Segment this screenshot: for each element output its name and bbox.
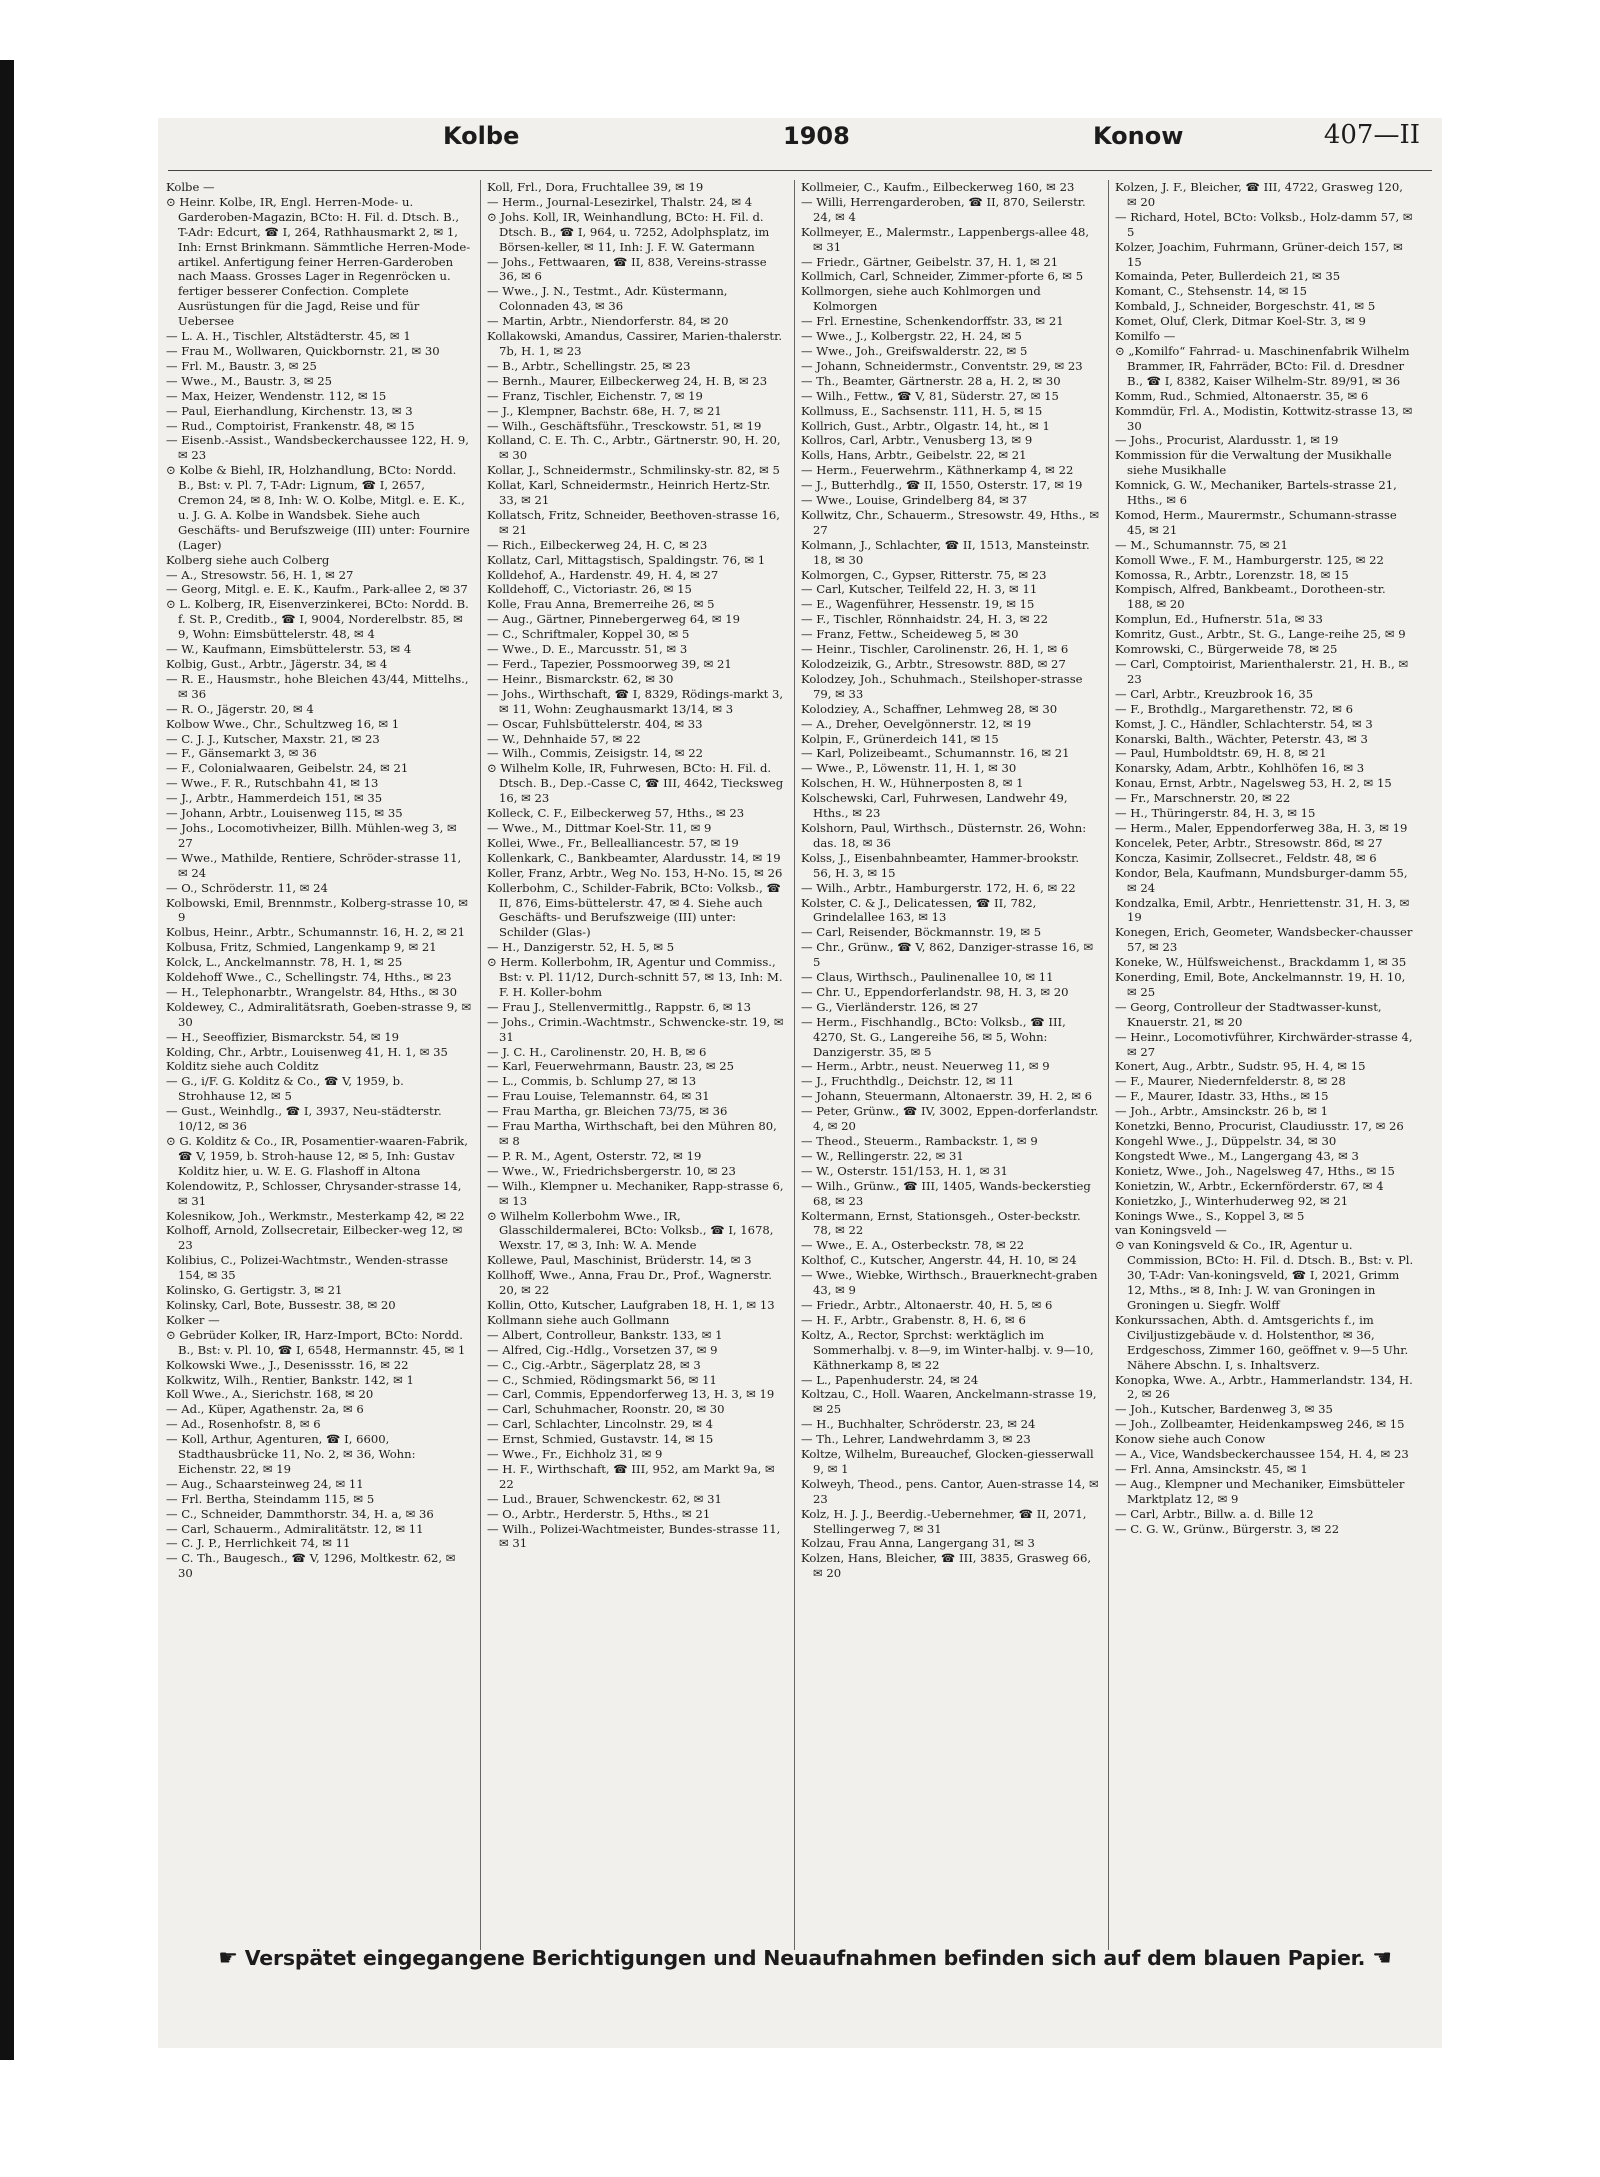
directory-entry: ⊙ Gebrüder Kolker, IR, Harz-Import, BCto: Nordd. B., Bst: v. Pl. 10, ☎ I, 6548, Hermannstr. 45, ✉ 1: [166, 1327, 466, 1357]
directory-entry: — F., Maurer, Niedernfelderstr. 8, ✉ 28: [1115, 1074, 1346, 1089]
directory-entry: Kollatz, Carl, Mittagstisch, Spaldingstr. 76, ✉ 1: [487, 552, 766, 567]
directory-entry: — Koll, Arthur, Agenturen, ☎ I, 6600, Stadthausbrücke 11, No. 2, ✉ 36, Wohn: Eichenstr. 22, ✉ 19: [166, 1432, 416, 1476]
directory-entry: — Karl, Feuerwehrmann, Baustr. 23, ✉ 25: [487, 1059, 735, 1074]
directory-entry: Konietzin, W., Arbtr., Eckernförderstr. 67, ✉ 4: [1115, 1178, 1384, 1193]
directory-entry: — J., Klempner, Bachstr. 68e, H. 7, ✉ 21: [487, 403, 722, 418]
directory-entry: Kommission für die Verwaltung der Musikhalle siehe Musikhalle: [1115, 448, 1392, 478]
directory-entry: ⊙ van Koningsveld & Co., IR, Agentur u. Commission, BCto: H. Fil. d. Dtsch. B., Bst: v. Pl. 30, T-Adr: Van-koningsveld, ☎ I, 2021, Grimm 12, Mths., ✉ 8, Inh: J. W. van Groningen in Groningen u. Siegfr. Wolff: [1115, 1238, 1414, 1312]
directory-entry: Konietz, Wwe., Joh., Nagelsweg 47, Hths., ✉ 15: [1115, 1163, 1395, 1178]
directory-entry: — Frl. M., Baustr. 3, ✉ 25: [166, 358, 317, 373]
directory-entry: Kolibius, C., Polizei-Wachtmstr., Wenden-strasse 154, ✉ 35: [166, 1253, 449, 1283]
directory-entry: — A., Vice, Wandsbeckerchaussee 154, H. 4, ✉ 23: [1115, 1447, 1409, 1462]
directory-entry: Kolster, C. & J., Delicatessen, ☎ II, 782, Grindelallee 163, ✉ 13: [801, 895, 1037, 925]
directory-entry: ⊙ Kolbe & Biehl, IR, Holzhandlung, BCto: Nordd. B., Bst: v. Pl. 7, T-Adr: Lignum, ☎ I, 2657, Cremon 24, ✉ 8, Inh: W. O. Kolbe, Mitgl. e. E. K., u. J. G. A. Kolbe in Wandsbek. Siehe auch Geschäfts- und Berufszweige (III) unter: Fournire (Lager): [166, 463, 470, 552]
header-rule: [168, 170, 1432, 171]
directory-entry: — F., Brothdlg., Margarethenstr. 72, ✉ 6: [1115, 701, 1354, 716]
directory-entry: Kollwitz, Chr., Schauerm., Stresowstr. 49, Hths., ✉ 27: [801, 507, 1100, 537]
pointing-hand-left-icon: ☚: [1372, 1946, 1392, 1971]
directory-entry: Kolkowski Wwe., J., Desenissstr. 16, ✉ 22: [166, 1357, 409, 1372]
directory-entry: — Alfred, Cig.-Hdlg., Vorsetzen 37, ✉ 9: [487, 1342, 718, 1357]
directory-entry: — F., Gänsemarkt 3, ✉ 36: [166, 746, 317, 761]
directory-entry: — Wilh., Commis, Zeisigstr. 14, ✉ 22: [487, 746, 704, 761]
directory-entry: Kolendowitz, P., Schlosser, Chrysander-strasse 14, ✉ 31: [166, 1178, 462, 1208]
directory-entry: — O., Arbtr., Herderstr. 5, Hths., ✉ 21: [487, 1506, 711, 1521]
directory-entry: Kolmann, J., Schlachter, ☎ II, 1513, Mansteinstr. 18, ✉ 30: [801, 537, 1090, 567]
directory-entry: Kolesnikow, Joh., Werkmstr., Mesterkamp 42, ✉ 22: [166, 1208, 465, 1223]
directory-entry: Konarski, Balth., Wächter, Peterstr. 43, ✉ 3: [1115, 731, 1368, 746]
directory-entry: — Chr. U., Eppendorferlandstr. 98, H. 3, ✉ 20: [801, 984, 1069, 999]
directory-entry: Kolschewski, Carl, Fuhrwesen, Landwehr 49, Hths., ✉ 23: [801, 791, 1068, 821]
directory-entry: Kollmuss, E., Sachsenstr. 111, H. 5, ✉ 15: [801, 403, 1043, 418]
directory-entry: Kolodziey, A., Schaffner, Lehmweg 28, ✉ 30: [801, 701, 1058, 716]
directory-entry: — Frau M., Wollwaren, Quickbornstr. 21, ✉ 30: [166, 343, 440, 358]
directory-entry: — H. F., Arbtr., Grabenstr. 8, H. 6, ✉ 6: [801, 1312, 1026, 1327]
directory-entry: — Johs., Locomotivheizer, Billh. Mühlen-weg 3, ✉ 27: [166, 820, 457, 850]
directory-entry: Kolthof, C., Kutscher, Angerstr. 44, H. 10, ✉ 24: [801, 1253, 1077, 1268]
column-4: [1108, 180, 1415, 1950]
directory-entry: — Herm., Journal-Lesezirkel, Thalstr. 24, ✉ 4: [487, 194, 753, 209]
directory-entry: — Ad., Rosenhofstr. 8, ✉ 6: [166, 1417, 321, 1432]
directory-entry: — L. A. H., Tischler, Altstädterstr. 45, ✉ 1: [166, 329, 411, 344]
directory-entry: — J., Arbtr., Hammerdeich 151, ✉ 35: [166, 791, 383, 806]
directory-entry: — Johs., Crimin.-Wachtmstr., Schwencke-str. 19, ✉ 31: [487, 1014, 784, 1044]
directory-entry: Kolzen, Hans, Bleicher, ☎ III, 3835, Grasweg 66, ✉ 20: [801, 1551, 1092, 1581]
directory-entry: Kolker —: [166, 1312, 220, 1327]
directory-entry: — C. G. W., Grünw., Bürgerstr. 3, ✉ 22: [1115, 1521, 1340, 1536]
header-year: 1908: [783, 122, 850, 150]
directory-entry: — Karl, Polizeibeamt., Schumannstr. 16, ✉ 21: [801, 746, 1070, 761]
directory-entry: — Oscar, Fuhlsbüttelerstr. 404, ✉ 33: [487, 716, 703, 731]
directory-entry: ⊙ L. Kolberg, IR, Eisenverzinkerei, BCto: Nordd. B. f. St. P., Creditb., ☎ I, 9004, Norderelbstr. 85, ✉ 9, Wohn: Eimsbüttelerstr. 48, ✉ 4: [166, 597, 469, 642]
directory-entry: Kollmich, Carl, Schneider, Zimmer-pforte 6, ✉ 5: [801, 269, 1084, 284]
directory-entry: Kolhoff, Arnold, Zollsecretair, Eilbecker-weg 12, ✉ 23: [166, 1223, 463, 1253]
directory-entry: — Willi, Herrengarderoben, ☎ II, 870, Seilerstr. 24, ✉ 4: [801, 194, 1086, 224]
directory-entry: — Rud., Comptoirist, Frankenstr. 48, ✉ 15: [166, 418, 415, 433]
directory-entry: Konegen, Erich, Geometer, Wandsbecker-chausser 57, ✉ 23: [1115, 925, 1413, 955]
directory-entry: — Franz, Fettw., Scheideweg 5, ✉ 30: [801, 627, 1019, 642]
directory-entry: — Frau J., Stellenvermittlg., Rappstr. 6, ✉ 13: [487, 999, 751, 1014]
directory-entry: — Wilh., Klempner u. Mechaniker, Rapp-strasse 6, ✉ 13: [487, 1178, 784, 1208]
directory-entry: Komant, C., Stehsenstr. 14, ✉ 15: [1115, 284, 1307, 299]
directory-entry: Kollmeyer, E., Malermstr., Lappenbergs-allee 48, ✉ 31: [801, 224, 1090, 254]
directory-entry: — C. Th., Baugesch., ☎ V, 1296, Moltkestr. 62, ✉ 30: [166, 1551, 456, 1581]
directory-entry: — Wwe., P., Löwenstr. 11, H. 1, ✉ 30: [801, 761, 1017, 776]
directory-entry: — P. R. M., Agent, Osterstr. 72, ✉ 19: [487, 1148, 702, 1163]
directory-entry: — Heinr., Bismarckstr. 62, ✉ 30: [487, 671, 674, 686]
directory-entry: — Ad., Küper, Agathenstr. 2a, ✉ 6: [166, 1402, 364, 1417]
directory-entry: — Ferd., Tapezier, Possmoorweg 39, ✉ 21: [487, 657, 732, 671]
directory-entry: Komet, Oluf, Clerk, Ditmar Koel-Str. 3, ✉ 9: [1115, 314, 1366, 329]
directory-entry: — R. E., Hausmstr., hohe Bleichen 43/44, Mittelhs., ✉ 36: [166, 671, 469, 701]
directory-entry: — Wwe., M., Baustr. 3, ✉ 25: [166, 373, 333, 388]
directory-entry: — Albert, Controlleur, Bankstr. 133, ✉ 1: [487, 1327, 723, 1342]
directory-entry: — H., Telephonarbtr., Wrangelstr. 84, Hths., ✉ 30: [166, 984, 457, 999]
directory-entry: — Fr., Marschnerstr. 20, ✉ 22: [1115, 791, 1291, 806]
directory-entry: Kongstedt Wwe., M., Langergang 43, ✉ 3: [1115, 1148, 1359, 1163]
directory-entry: Kolzer, Joachim, Fuhrmann, Grüner-deich 157, ✉ 15: [1115, 239, 1403, 269]
directory-entry: Kolbow Wwe., Chr., Schultzweg 16, ✉ 1: [166, 716, 400, 731]
directory-entry: — C., Cig.-Arbtr., Sägerplatz 28, ✉ 3: [487, 1357, 701, 1372]
directory-entry: — Carl, Arbtr., Kreuzbrook 16, 35: [1115, 686, 1314, 701]
directory-entry: Kollmann siehe auch Gollmann: [487, 1312, 670, 1327]
directory-entry: — Peter, Grünw., ☎ IV, 3002, Eppen-dorferlandstr. 4, ✉ 20: [801, 1104, 1099, 1134]
directory-entry: — Heinr., Locomotivführer, Kirchwärder-strasse 4, ✉ 27: [1115, 1029, 1413, 1059]
directory-entry: — Frau Louise, Telemannstr. 64, ✉ 31: [487, 1089, 710, 1104]
page-header: [158, 120, 1442, 160]
directory-entry: — C., Schriftmaler, Koppel 30, ✉ 5: [487, 627, 690, 642]
directory-entry: — Wwe., M., Dittmar Koel-Str. 11, ✉ 9: [487, 820, 712, 835]
directory-entry: Kollrich, Gust., Arbtr., Olgastr. 14, ht., ✉ 1: [801, 418, 1050, 433]
pointing-hand-right-icon: ☛: [218, 1946, 238, 1971]
directory-entry: Kolbusa, Fritz, Schmied, Langenkamp 9, ✉ 21: [166, 940, 437, 955]
directory-entry: Kondzalka, Emil, Arbtr., Henriettenstr. 31, H. 3, ✉ 19: [1115, 895, 1410, 925]
directory-entry: — Wwe., Fr., Eichholz 31, ✉ 9: [487, 1447, 663, 1462]
directory-entry: — Georg, Controlleur der Stadtwasser-kunst, Knauerstr. 21, ✉ 20: [1115, 999, 1382, 1029]
directory-entry: — Wwe., J. N., Testmt., Adr. Küstermann, Colonnaden 43, ✉ 36: [487, 284, 728, 314]
directory-entry: — Frau Martha, gr. Bleichen 73/75, ✉ 36: [487, 1104, 728, 1119]
notice-text: Verspätet eingegangene Berichtigungen und Neuaufnahmen befinden sich auf dem blauen Papier.: [244, 1946, 1366, 1970]
directory-entry: van Koningsveld —: [1115, 1223, 1227, 1238]
directory-entry: Kolbowski, Emil, Brennmstr., Kolberg-strasse 10, ✉ 9: [166, 895, 468, 925]
directory-entry: — Paul, Eierhandlung, Kirchenstr. 13, ✉ 3: [166, 403, 413, 418]
directory-entry: — Joh., Kutscher, Bardenweg 3, ✉ 35: [1115, 1402, 1333, 1417]
directory-entry: Kondor, Bela, Kaufmann, Mundsburger-damm 55, ✉ 24: [1115, 865, 1408, 895]
directory-entry: — C., Schneider, Dammthorstr. 34, H. a, ✉ 36: [166, 1506, 434, 1521]
directory-entry: — H., Buchhalter, Schröderstr. 23, ✉ 24: [801, 1417, 1036, 1432]
directory-entry: — J., Fruchthdlg., Deichstr. 12, ✉ 11: [801, 1074, 1015, 1089]
directory-entry: — Wwe., Joh., Greifswalderstr. 22, ✉ 5: [801, 343, 1028, 358]
directory-entry: — Aug., Gärtner, Pinnebergerweg 64, ✉ 19: [487, 612, 741, 627]
directory-entry: — O., Schröderstr. 11, ✉ 24: [166, 880, 328, 895]
directory-entry: — Joh., Zollbeamter, Heidenkampsweg 246, ✉ 15: [1115, 1417, 1405, 1432]
directory-entry: Komplun, Ed., Hufnerstr. 51a, ✉ 33: [1115, 612, 1323, 627]
directory-entry: — A., Stresowstr. 56, H. 1, ✉ 27: [166, 567, 354, 582]
directory-entry: Koltze, Wilhelm, Bureauchef, Glocken-giesserwall 9, ✉ 1: [801, 1447, 1094, 1476]
directory-entry: — E., Wagenführer, Hessenstr. 19, ✉ 15: [801, 597, 1035, 612]
directory-entry: Koller, Franz, Arbtr., Weg No. 153, H-No. 15, ✉ 26: [487, 865, 783, 880]
directory-entry: — H. F., Wirthschaft, ☎ III, 952, am Markt 9a, ✉ 22: [487, 1461, 775, 1491]
directory-entry: — Wwe., Louise, Grindelberg 84, ✉ 37: [801, 493, 1028, 508]
directory-entry: Kolberg siehe auch Colberg: [166, 552, 330, 567]
directory-entry: — W., Rellingerstr. 22, ✉ 31: [801, 1148, 964, 1163]
directory-entry: — F., Colonialwaaren, Geibelstr. 24, ✉ 21: [166, 761, 409, 776]
directory-entry: — Johs., Procurist, Alardusstr. 1, ✉ 19: [1115, 433, 1339, 448]
directory-entry: — Wwe., Wiebke, Wirthsch., Brauerknecht-graben 43, ✉ 9: [801, 1268, 1098, 1298]
scan-edge-border: [0, 60, 14, 2060]
directory-entry: — M., Schumannstr. 75, ✉ 21: [1115, 537, 1288, 552]
late-corrections-notice: [188, 1946, 1422, 1982]
directory-entry: Konkurssachen, Abth. d. Amtsgerichts f., im Civiljustizgebäude v. d. Holstenthor, ✉ 36, Erdgeschoss, Zimmer 160, geöffnet v. 9—5 Uhr. Nähere Abschn. I, s. Inhaltsverz.: [1115, 1312, 1409, 1372]
directory-entry: — Max, Heizer, Wendenstr. 112, ✉ 15: [166, 388, 387, 403]
directory-entry: — Wwe., F. R., Rutschbahn 41, ✉ 13: [166, 776, 379, 791]
directory-entry: — F., Maurer, Idastr. 33, Hths., ✉ 15: [1115, 1089, 1329, 1104]
directory-entry: Kolschen, H. W., Hühnerposten 8, ✉ 1: [801, 776, 1024, 791]
directory-entry: — R. O., Jägerstr. 20, ✉ 4: [166, 701, 314, 716]
directory-entry: Kommdür, Frl. A., Modistin, Kottwitz-strasse 13, ✉ 30: [1115, 403, 1413, 433]
directory-entry: Konarsky, Adam, Arbtr., Kohlhöfen 16, ✉ 3: [1115, 761, 1365, 776]
directory-entry: — Claus, Wirthsch., Paulinenallee 10, ✉ 11: [801, 970, 1054, 985]
directory-entry: — Carl, Schauerm., Admiralitätstr. 12, ✉ 11: [166, 1521, 424, 1536]
directory-entry: — J. C. H., Carolinenstr. 20, H. B, ✉ 6: [487, 1044, 707, 1059]
column-3: [794, 180, 1101, 1950]
directory-page: [158, 118, 1442, 2048]
directory-entry: — Joh., Arbtr., Amsinckstr. 26 b, ✉ 1: [1115, 1104, 1329, 1119]
directory-entry: Koncelek, Peter, Arbtr., Stresowstr. 86d, ✉ 27: [1115, 835, 1383, 850]
directory-entry: — Carl, Reisender, Böckmannstr. 19, ✉ 5: [801, 925, 1042, 940]
header-first-entry: Kolbe: [443, 122, 520, 150]
directory-entry: — Herm., Fischhandlg., BCto: Volksb., ☎ III, 4270, St. G., Langereihe 56, ✉ 5, Wohn: Danzigerstr. 35, ✉ 5: [801, 1014, 1066, 1059]
directory-entry: Kolodzey, Joh., Schuhmach., Steilshoper-strasse 79, ✉ 33: [801, 671, 1083, 701]
directory-entry: — W., Osterstr. 151/153, H. 1, ✉ 31: [801, 1163, 1008, 1178]
directory-entry: Koll Wwe., A., Sierichstr. 168, ✉ 20: [166, 1387, 374, 1402]
directory-entry: Komainda, Peter, Bullerdeich 21, ✉ 35: [1115, 269, 1341, 284]
directory-entry: Konetzki, Benno, Procurist, Claudiusstr. 17, ✉ 26: [1115, 1119, 1404, 1134]
directory-entry: — Herm., Feuerwehrm., Käthnerkamp 4, ✉ 22: [801, 463, 1074, 478]
directory-entry: Kollar, J., Schneidermstr., Schmilinsky-str. 82, ✉ 5: [487, 463, 780, 478]
column-1: [166, 180, 472, 1950]
directory-entry: ⊙ „Komilfo“ Fahrrad- u. Maschinenfabrik Wilhelm Brammer, IR, Fahrräder, BCto: Fil. d. Dresdner B., ☎ I, 8382, Kaiser Wilhelm-Str. 89/91, ✉ 36: [1115, 343, 1410, 388]
directory-entry: Kombald, J., Schneider, Borgeschstr. 41, ✉ 5: [1115, 299, 1376, 314]
directory-entry: Kolls, Hans, Arbtr., Geibelstr. 22, ✉ 21: [801, 448, 1027, 463]
directory-entry: Kolmorgen, C., Gypser, Ritterstr. 75, ✉ 23: [801, 567, 1047, 582]
directory-entry: Kollei, Wwe., Fr., Bellealliancestr. 57, ✉ 19: [487, 835, 739, 850]
directory-entry: — Carl, Kutscher, Teilfeld 22, H. 3, ✉ 11: [801, 582, 1038, 597]
directory-entry: — Carl, Schlachter, Lincolnstr. 29, ✉ 4: [487, 1417, 713, 1432]
directory-entry: Kolz, H. J. J., Beerdig.-Uebernehmer, ☎ II, 2071, Stellingerweg 7, ✉ 31: [801, 1506, 1087, 1536]
directory-entry: — Carl, Arbtr., Billw. a. d. Bille 12: [1115, 1506, 1314, 1521]
directory-entry: Kollatsch, Fritz, Schneider, Beethoven-strasse 16, ✉ 21: [487, 507, 780, 537]
directory-entry: — Johs., Wirthschaft, ☎ I, 8329, Rödings-markt 3, ✉ 11, Wohn: Zeughausmarkt 13/14, ✉ 3: [487, 686, 784, 716]
directory-entry: Kolbig, Gust., Arbtr., Jägerstr. 34, ✉ 4: [166, 657, 388, 671]
directory-entry: Kolinsko, G. Gertigstr. 3, ✉ 21: [166, 1283, 343, 1298]
directory-entry: Komilfo —: [1115, 329, 1176, 344]
page-number: 407—II: [1323, 120, 1420, 150]
directory-entry: Kolland, C. E. Th. C., Arbtr., Gärtnerstr. 90, H. 20, ✉ 30: [487, 433, 781, 463]
directory-entry: Kolkwitz, Wilh., Rentier, Bankstr. 142, ✉ 1: [166, 1372, 414, 1387]
directory-entry: Koltz, A., Rector, Sprchst: werktäglich im Sommerhalbj. v. 8—9, im Winter-halbj. v. 9—10, Käthnerkamp 8, ✉ 22: [801, 1327, 1094, 1372]
directory-entry: — Eisenb.-Assist., Wandsbeckerchaussee 122, H. 9, ✉ 23: [166, 433, 469, 463]
directory-entry: Kolle, Frau Anna, Bremerreihe 26, ✉ 5: [487, 597, 715, 612]
directory-entry: Kongehl Wwe., J., Düppelstr. 34, ✉ 30: [1115, 1134, 1337, 1148]
directory-entry: — Theod., Steuerm., Rambackstr. 1, ✉ 9: [801, 1134, 1038, 1148]
directory-entry: Kolzau, Frau Anna, Langergang 31, ✉ 3: [801, 1536, 1035, 1551]
directory-entry: — W., Dehnhaide 57, ✉ 22: [487, 731, 641, 746]
directory-entry: Kolck, L., Anckelmannstr. 78, H. 1, ✉ 25: [166, 955, 403, 970]
header-last-entry: Konow: [1093, 122, 1184, 150]
directory-entry: Konow siehe auch Conow: [1115, 1432, 1266, 1447]
directory-entry: Komrowski, C., Bürgerweide 78, ✉ 25: [1115, 642, 1338, 657]
directory-entry: — Friedr., Arbtr., Altonaerstr. 40, H. 5, ✉ 6: [801, 1297, 1053, 1312]
directory-entry: Komoll Wwe., F. M., Hamburgerstr. 125, ✉ 22: [1115, 552, 1384, 567]
directory-entry: Komod, Herm., Maurermstr., Schumann-strasse 45, ✉ 21: [1115, 507, 1397, 537]
directory-entry: Konopka, Wwe. A., Arbtr., Hammerlandstr. 134, H. 2, ✉ 26: [1115, 1372, 1413, 1402]
directory-entry: Kollin, Otto, Kutscher, Laufgraben 18, H. 1, ✉ 13: [487, 1297, 775, 1312]
directory-entry: — L., Commis, b. Schlump 27, ✉ 13: [487, 1074, 697, 1089]
directory-entry: — Th., Beamter, Gärtnerstr. 28 a, H. 2, ✉ 30: [801, 373, 1061, 388]
directory-entry: Konerding, Emil, Bote, Anckelmannstr. 19, H. 10, ✉ 25: [1115, 970, 1406, 999]
directory-entry: Kolding, Chr., Arbtr., Louisenweg 41, H. 1, ✉ 35: [166, 1044, 448, 1059]
directory-entry: — Wwe., D. E., Marcusstr. 51, ✉ 3: [487, 642, 688, 657]
directory-entry: — Ernst, Schmied, Gustavstr. 14, ✉ 15: [487, 1432, 714, 1447]
directory-entry: — Wilh., Fettw., ☎ V, 81, Süderstr. 27, ✉ 15: [801, 388, 1059, 403]
column-2: [480, 180, 787, 1950]
directory-entry: — Lud., Brauer, Schwenckestr. 62, ✉ 31: [487, 1491, 722, 1506]
directory-entry: — Frl. Bertha, Steindamm 115, ✉ 5: [166, 1491, 375, 1506]
directory-entry: — G., Vierländerstr. 126, ✉ 27: [801, 999, 979, 1014]
directory-entry: Kollewe, Paul, Maschinist, Brüderstr. 14, ✉ 3: [487, 1253, 752, 1268]
directory-entry: Konert, Aug., Arbtr., Sudstr. 95, H. 4, ✉ 15: [1115, 1059, 1366, 1074]
directory-entry: — H., Thüringerstr. 84, H. 3, ✉ 15: [1115, 806, 1316, 821]
directory-entry: ⊙ G. Kolditz & Co., IR, Posamentier-waaren-Fabrik, ☎ V, 1959, b. Stroh-hause 12, ✉ 5, Inh: Gustav Kolditz hier, u. W. E. G. Flashoff in Altona: [166, 1134, 468, 1178]
directory-entry: — J., Butterhdlg., ☎ II, 1550, Osterstr. 17, ✉ 19: [801, 478, 1083, 493]
directory-entry: — A., Dreher, Oevelgönnerstr. 12, ✉ 19: [801, 716, 1032, 731]
directory-entry: — B., Arbtr., Schellingstr. 25, ✉ 23: [487, 358, 691, 373]
directory-entry: Koncza, Kasimir, Zollsecret., Feldstr. 48, ✉ 6: [1115, 850, 1377, 865]
directory-entry: Kolbe —: [166, 180, 215, 194]
directory-entry: — Gust., Weinhdlg., ☎ I, 3937, Neu-städterstr. 10/12, ✉ 36: [166, 1104, 442, 1134]
directory-entry: Kolldehoff, C., Victoriastr. 26, ✉ 15: [487, 582, 692, 597]
directory-entry: — G., i/F. G. Kolditz & Co., ☎ V, 1959, b. Strohhause 12, ✉ 5: [166, 1074, 404, 1104]
directory-entry: — Johann, Schneidermstr., Conventstr. 29, ✉ 23: [801, 358, 1083, 373]
directory-entry: — Frl. Ernestine, Schenkendorffstr. 33, ✉ 21: [801, 314, 1064, 329]
directory-entry: — Johs., Fettwaaren, ☎ II, 838, Vereins-strasse 36, ✉ 6: [487, 254, 767, 284]
directory-entry: Kolditz siehe auch Colditz: [166, 1059, 319, 1074]
directory-entry: — Wilh., Polizei-Wachtmeister, Bundes-strasse 11, ✉ 31: [487, 1521, 781, 1551]
directory-entry: — Johann, Arbtr., Louisenweg 115, ✉ 35: [166, 806, 403, 821]
directory-entry: Kolpin, F., Grünerdeich 141, ✉ 15: [801, 731, 999, 746]
directory-entry: — Frau Martha, Wirthschaft, bei den Mühren 80, ✉ 8: [487, 1119, 777, 1148]
directory-entry: Kolshorn, Paul, Wirthsch., Düsternstr. 26, Wohn: das. 18, ✉ 36: [801, 820, 1087, 850]
directory-entry: ⊙ Johs. Koll, IR, Weinhandlung, BCto: H. Fil. d. Dtsch. B., ☎ I, 964, u. 7252, Adolphsplatz, im Börsen-keller, ✉ 11, Inh: J. F. W. Gatermann: [487, 209, 770, 254]
directory-entry: — Georg, Mitgl. e. E. K., Kaufm., Park-allee 2, ✉ 37: [166, 582, 468, 597]
directory-entry: ⊙ Herm. Kollerbohm, IR, Agentur und Commiss., Bst: v. Pl. 11/12, Durch-schnitt 57, ✉ 13, Inh: M. F. H. Koller-bohm: [487, 955, 783, 999]
directory-entry: — Th., Lehrer, Landwehrdamm 3, ✉ 23: [801, 1432, 1031, 1447]
directory-entry: — Carl, Schuhmacher, Roonstr. 20, ✉ 30: [487, 1402, 725, 1417]
directory-entry: Koneke, W., Hülfsweichenst., Brackdamm 1, ✉ 35: [1115, 955, 1407, 970]
directory-entry: — Wilh., Geschäftsführ., Tresckowstr. 51, ✉ 19: [487, 418, 762, 433]
directory-entry: Kollakowski, Amandus, Cassirer, Marien-thalerstr. 7b, H. 1, ✉ 23: [487, 329, 783, 358]
directory-entry: — C. J. J., Kutscher, Maxstr. 21, ✉ 23: [166, 731, 380, 746]
directory-entry: — H., Seeoffizier, Bismarckstr. 54, ✉ 19: [166, 1029, 400, 1044]
directory-entry: ⊙ Wilhelm Kollerbohm Wwe., IR, Glasschildermalerei, BCto: Volksb., ☎ I, 1678, Wexstr. 17, ✉ 3, Inh: W. A. Mende: [487, 1208, 774, 1253]
directory-entry: Koldewey, C., Admiralitätsrath, Goeben-strasse 9, ✉ 30: [166, 999, 472, 1029]
directory-entry: — F., Tischler, Rönnhaidstr. 24, H. 3, ✉ 22: [801, 612, 1049, 627]
directory-entry: Kollmeier, C., Kaufm., Eilbeckerweg 160, ✉ 23: [801, 180, 1075, 194]
directory-entry: Koltermann, Ernst, Stationsgeh., Oster-beckstr. 78, ✉ 22: [801, 1208, 1081, 1238]
directory-entry: — H., Danzigerstr. 52, H. 5, ✉ 5: [487, 940, 675, 955]
directory-entry: Kolinsky, Carl, Bote, Bussestr. 38, ✉ 20: [166, 1297, 396, 1312]
directory-entry: — Carl, Comptoirist, Marienthalerstr. 21, H. B., ✉ 23: [1115, 657, 1409, 686]
directory-entry: — Herm., Maler, Eppendorferweg 38a, H. 3, ✉ 19: [1115, 820, 1408, 835]
directory-entry: Kollros, Carl, Arbtr., Venusberg 13, ✉ 9: [801, 433, 1033, 448]
directory-entry: — Wwe., J., Kolbergstr. 22, H. 24, ✉ 5: [801, 329, 1022, 344]
directory-entry: Komnick, G. W., Mechaniker, Bartels-strasse 21, Hths., ✉ 6: [1115, 478, 1397, 508]
directory-entry: Koltzau, C., Holl. Waaren, Anckelmann-strasse 19, ✉ 25: [801, 1387, 1097, 1417]
directory-entry: — Franz, Tischler, Eichenstr. 7, ✉ 19: [487, 388, 703, 403]
directory-entry: Kolweyh, Theod., pens. Cantor, Auen-strasse 14, ✉ 23: [801, 1476, 1099, 1506]
directory-entry: — Wwe., Mathilde, Rentiere, Schröder-strasse 11, ✉ 24: [166, 850, 462, 880]
directory-entry: — Carl, Commis, Eppendorferweg 13, H. 3, ✉ 19: [487, 1387, 775, 1402]
directory-entry: Kolleck, C. F., Eilbeckerweg 57, Hths., ✉ 23: [487, 806, 745, 821]
directory-entry: Kolss, J., Eisenbahnbeamter, Hammer-brookstr. 56, H. 3, ✉ 15: [801, 850, 1080, 880]
directory-entry: Kollerbohm, C., Schilder-Fabrik, BCto: Volksb., ☎ II, 876, Eims-büttelerstr. 47, ✉ 4. Siehe auch Geschäfts- und Berufszweige (III) unter: Schilder (Glas-): [487, 880, 781, 940]
directory-entry: — Richard, Hotel, BCto: Volksb., Holz-damm 57, ✉ 5: [1115, 209, 1413, 239]
directory-entry: Kollat, Karl, Schneidermstr., Heinrich Hertz-Str. 33, ✉ 21: [487, 478, 771, 508]
directory-entry: Kollhoff, Wwe., Anna, Frau Dr., Prof., Wagnerstr. 20, ✉ 22: [487, 1268, 772, 1298]
directory-entry: Konings Wwe., S., Koppel 3, ✉ 5: [1115, 1208, 1305, 1223]
directory-entry: — L., Papenhuderstr. 24, ✉ 24: [801, 1372, 979, 1387]
directory-entry: — Wwe., E. A., Osterbeckstr. 78, ✉ 22: [801, 1238, 1025, 1253]
directory-entry: — Heinr., Tischler, Carolinenstr. 26, H. 1, ✉ 6: [801, 642, 1069, 657]
directory-entry: Koll, Frl., Dora, Fruchtallee 39, ✉ 19: [487, 180, 704, 194]
directory-entry: Konau, Ernst, Arbtr., Nagelsweg 53, H. 2, ✉ 15: [1115, 776, 1392, 791]
directory-entry: — Frl. Anna, Amsinckstr. 45, ✉ 1: [1115, 1461, 1308, 1476]
directory-entry: — Wwe., W., Friedrichsbergerstr. 10, ✉ 23: [487, 1163, 736, 1178]
directory-entry: Komossa, R., Arbtr., Lorenzstr. 18, ✉ 15: [1115, 567, 1349, 582]
directory-entry: Koldehoff Wwe., C., Schellingstr. 74, Hths., ✉ 23: [166, 970, 452, 985]
directory-entry: — Aug., Schaarsteinweg 24, ✉ 11: [166, 1476, 364, 1491]
directory-entry: — W., Kaufmann, Eimsbüttelerstr. 53, ✉ 4: [166, 642, 412, 657]
directory-entry: — Rich., Eilbeckerweg 24, H. C, ✉ 23: [487, 537, 708, 552]
directory-entry: — Aug., Klempner und Mechaniker, Eimsbütteler Marktplatz 12, ✉ 9: [1115, 1476, 1405, 1506]
directory-entry: Konietzko, J., Winterhuderweg 92, ✉ 21: [1115, 1193, 1349, 1208]
directory-entry: Kollenkark, C., Bankbeamter, Alardusstr. 14, ✉ 19: [487, 850, 781, 865]
directory-entry: — Martin, Arbtr., Niendorferstr. 84, ✉ 20: [487, 314, 729, 329]
directory-entry: — Chr., Grünw., ☎ V, 862, Danziger-strasse 16, ✉ 5: [801, 940, 1094, 970]
directory-entry: — Herm., Arbtr., neust. Neuerweg 11, ✉ 9: [801, 1059, 1050, 1074]
directory-entry: — Bernh., Maurer, Eilbeckerweg 24, H. B, ✉ 23: [487, 373, 768, 388]
directory-entry: Kompisch, Alfred, Bankbeamt., Dorotheen-str. 188, ✉ 20: [1115, 582, 1386, 612]
directory-entry: Komm, Rud., Schmied, Altonaerstr. 35, ✉ 6: [1115, 388, 1369, 403]
directory-entry: — Wilh., Grünw., ☎ III, 1405, Wands-beckerstieg 68, ✉ 23: [801, 1178, 1091, 1208]
directory-entry: Kolzen, J. F., Bleicher, ☎ III, 4722, Grasweg 120, ✉ 20: [1115, 180, 1403, 209]
directory-entry: — Friedr., Gärtner, Geibelstr. 37, H. 1, ✉ 21: [801, 254, 1059, 269]
directory-entry: — Paul, Humboldtstr. 69, H. 8, ✉ 21: [1115, 746, 1327, 761]
directory-entry: Komst, J. C., Händler, Schlachterstr. 54, ✉ 3: [1115, 716, 1373, 731]
directory-entry: — C. J. P., Herrlichkeit 74, ✉ 11: [166, 1536, 351, 1551]
directory-entry: ⊙ Heinr. Kolbe, IR, Engl. Herren-Mode- u. Garderoben-Magazin, BCto: H. Fil. d. Dtsch. B., T-Adr: Edcurt, ☎ I, 264, Rathhausmarkt 2, ✉ 1, Inh: Ernst Brinkmann. Sämmtliche Herren-Mode-artikel. Anfertigung feiner Herren-Garderoben nach Maass. Grosses Lager in Regenröcken u. fertiger besserer Confection. Complete Ausrüstungen für die Jagd, Reise und für Uebersee: [166, 194, 471, 329]
directory-entry: ⊙ Wilhelm Kolle, IR, Fuhrwesen, BCto: H. Fil. d. Dtsch. B., Dep.-Casse C, ☎ III, 4642, Tiecksweg 16, ✉ 23: [487, 761, 784, 806]
directory-entry: — Wilh., Arbtr., Hamburgerstr. 172, H. 6, ✉ 22: [801, 880, 1076, 895]
directory-entry: Kolbus, Heinr., Arbtr., Schumannstr. 16, H. 2, ✉ 21: [166, 925, 465, 940]
directory-entry: — Johann, Steuermann, Altonaerstr. 39, H. 2, ✉ 6: [801, 1089, 1093, 1104]
directory-entry: Kollmorgen, siehe auch Kohlmorgen und Kolmorgen: [801, 284, 1041, 314]
directory-entry: Kolldehof, A., Hardenstr. 49, H. 4, ✉ 27: [487, 567, 719, 582]
directory-entry: Kolodzeizik, G., Arbtr., Stresowstr. 88D, ✉ 27: [801, 657, 1066, 671]
directory-entry: Komritz, Gust., Arbtr., St. G., Lange-reihe 25, ✉ 9: [1115, 627, 1406, 642]
directory-entry: — C., Schmied, Rödingsmarkt 56, ✉ 11: [487, 1372, 717, 1387]
